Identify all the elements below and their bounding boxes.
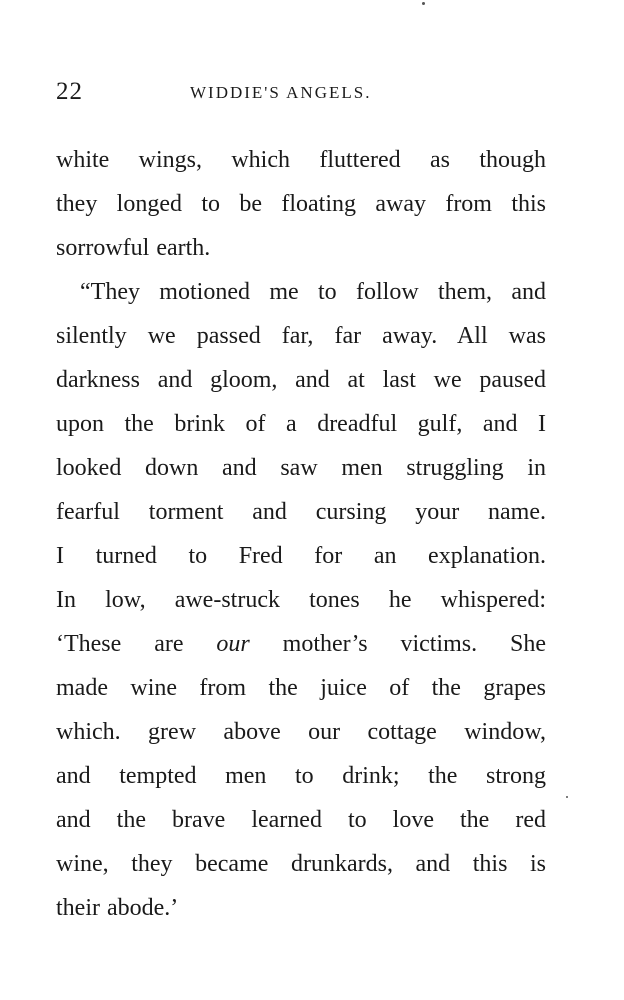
body-text [56, 138, 546, 930]
text-line: silently we passed far, far away. All was [56, 323, 546, 349]
text-line-mixed [56, 622, 546, 666]
text-line: and tempted men to drink; the strong [56, 763, 546, 789]
text-line: they longed to be floating away from this [56, 191, 546, 217]
text-line: their abode.’ [56, 895, 179, 921]
text-line: In low, awe-struck tones he whispered: [56, 587, 546, 613]
text-line: sorrowful earth. [56, 235, 211, 261]
running-head: WIDDIE'S ANGELS. [190, 83, 372, 102]
text-line: darkness and gloom, and at last we paused [56, 367, 546, 393]
page-header [56, 78, 568, 110]
text-line: white wings, which fluttered as though [56, 147, 546, 173]
italic-word: our [216, 631, 250, 657]
text-segment: mother’s victims. She [282, 631, 547, 657]
text-line: “They motioned me to follow them, and [80, 279, 546, 305]
paper-speck [566, 796, 568, 798]
text-line: upon the brink of a dreadful gulf, and I [56, 411, 546, 437]
text-line: and the brave learned to love the red [56, 807, 546, 833]
page-number: 22 [56, 78, 83, 105]
text-segment: ‘These are [56, 631, 184, 657]
text-line: wine, they became drunkards, and this is [56, 851, 546, 877]
text-line: made wine from the juice of the grapes [56, 675, 546, 701]
text-line: fearful torment and cursing your name. [56, 499, 546, 525]
text-line: looked down and saw men struggling in [56, 455, 546, 481]
paper-speck [422, 2, 425, 5]
text-line: which. grew above our cottage window, [56, 719, 546, 745]
text-line: I turned to Fred for an explanation. [56, 543, 546, 569]
